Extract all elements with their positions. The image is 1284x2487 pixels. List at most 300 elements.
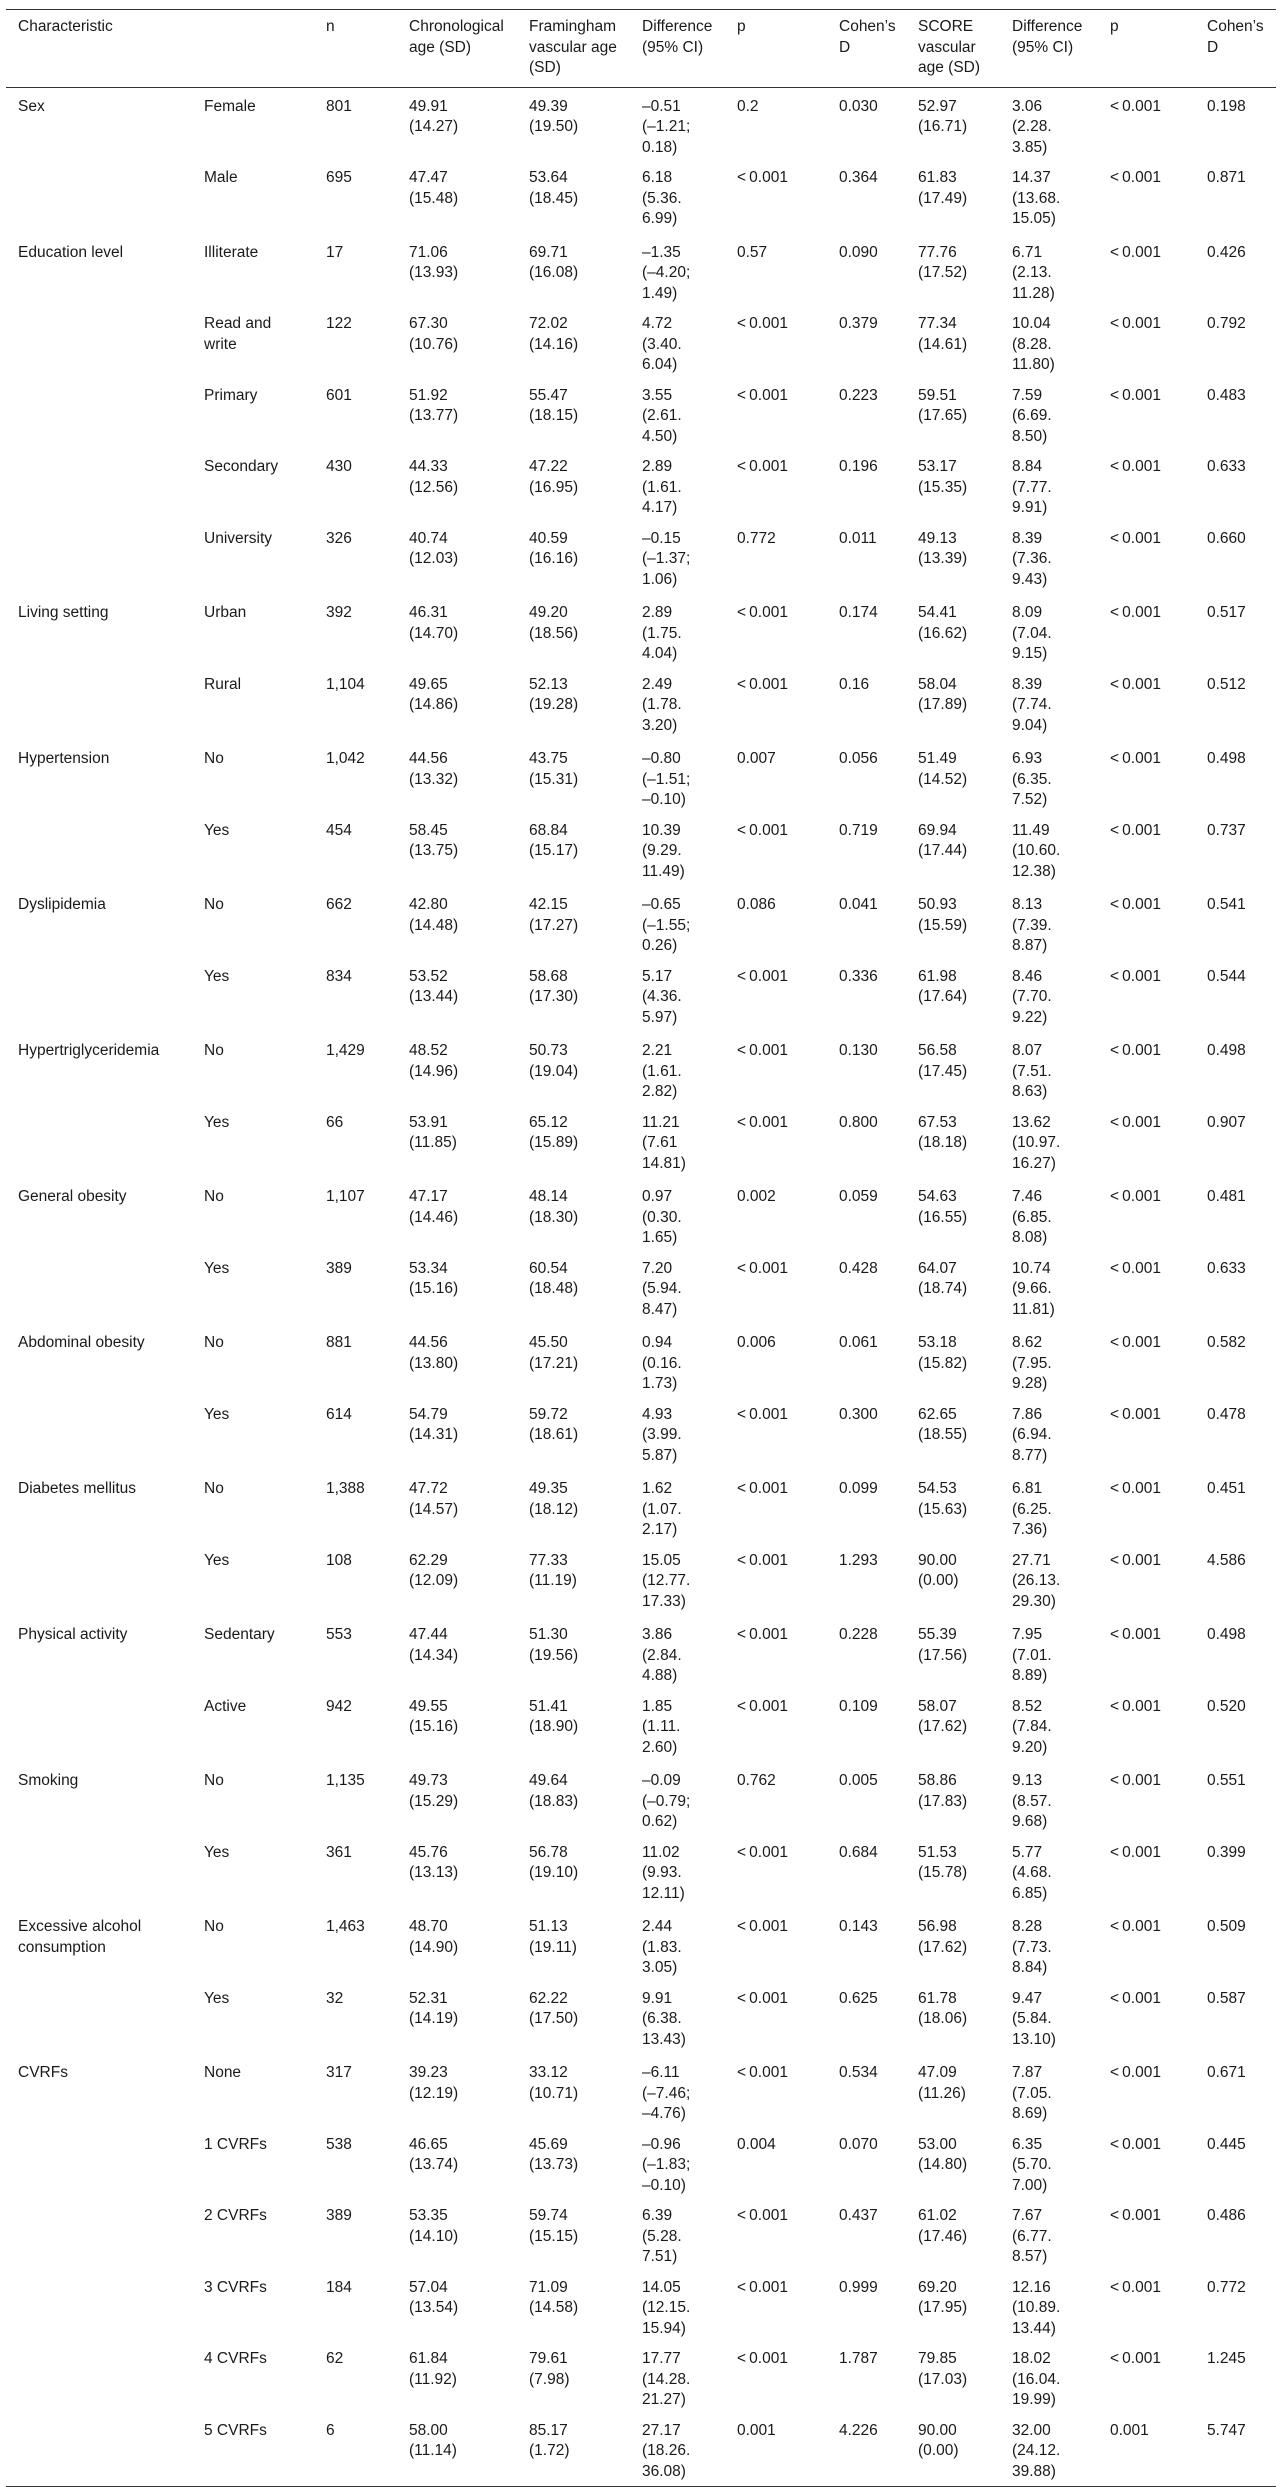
value-cell: 79.61 (7.98) xyxy=(529,2350,570,2388)
value-cell: 1.245 xyxy=(1207,2350,1246,2367)
value-cell: 52.97 (16.71) xyxy=(918,97,968,135)
value-cell: 5.747 xyxy=(1207,2421,1246,2439)
value-cell: 4.93 (3.99. 5.87) xyxy=(642,1405,682,1464)
value-cell: 53.00 (14.80) xyxy=(918,2135,968,2173)
value-cell: 0.772 xyxy=(1207,2278,1246,2296)
value-cell: 0.907 xyxy=(1207,1113,1246,1131)
category-cell: Primary xyxy=(204,386,258,404)
value-cell: 0.399 xyxy=(1207,1843,1246,1861)
category-cell: No xyxy=(204,1334,224,1351)
value-cell: –0.15 (–1.37; 1.06) xyxy=(642,529,691,588)
value-cell: 0.517 xyxy=(1207,604,1246,621)
value-cell: 58.04 (17.89) xyxy=(918,675,968,713)
characteristic-cell: Education level xyxy=(18,243,124,261)
table-row xyxy=(6,2200,1276,2272)
value-cell: 58.45 (13.75) xyxy=(409,821,459,859)
value-cell: < 0.001 xyxy=(1110,97,1161,115)
table-row xyxy=(6,1107,1276,1179)
value-cell: 1,042 xyxy=(326,750,365,767)
value-cell: 8.09 (7.04. 9.15) xyxy=(1012,604,1052,662)
value-cell: 614 xyxy=(326,1405,352,1423)
value-cell: –0.09 (–0.79; 0.62) xyxy=(642,1772,691,1830)
value-cell: 51.92 (13.77) xyxy=(409,386,459,424)
value-cell: 61.78 (18.06) xyxy=(918,1989,968,2027)
value-cell: 0.011 xyxy=(839,529,877,547)
value-cell: 0.004 xyxy=(737,2135,776,2153)
value-cell: 55.39 (17.56) xyxy=(918,1626,968,1664)
category-cell: Secondary xyxy=(204,458,279,475)
characteristic-cell: Physical activity xyxy=(18,1626,128,1643)
value-cell: 0.007 xyxy=(737,750,776,767)
characteristic-cell xyxy=(6,1983,192,2055)
characteristic-cell xyxy=(6,961,192,1033)
value-cell: < 0.001 xyxy=(737,458,788,475)
header-cell: p xyxy=(737,18,746,35)
value-cell: 454 xyxy=(326,821,352,839)
value-cell: 54.53 (15.63) xyxy=(918,1480,968,1518)
value-cell: 8.39 (7.36. 9.43) xyxy=(1012,529,1052,588)
value-cell: 49.20 (18.56) xyxy=(529,604,579,642)
characteristic-cell xyxy=(6,2200,192,2272)
value-cell: < 0.001 xyxy=(1110,750,1161,767)
value-cell: 8.52 (7.84. 9.20) xyxy=(1012,1697,1052,1756)
value-cell: 10.39 (9.29. 11.49) xyxy=(642,821,685,880)
value-cell: 0.2 xyxy=(737,97,759,115)
value-cell: 6 xyxy=(326,2421,335,2439)
characteristic-cell: Hypertension xyxy=(18,750,110,767)
value-cell: 1,135 xyxy=(326,1772,365,1789)
characteristic-cell xyxy=(6,1837,192,1909)
value-cell: 4.72 (3.40. 6.04) xyxy=(642,315,682,373)
value-cell: 7.87 (7.05. 8.69) xyxy=(1012,2064,1052,2122)
value-cell: 68.84 (15.17) xyxy=(529,821,579,859)
value-cell: 0.534 xyxy=(839,2064,878,2081)
value-cell: 0.660 xyxy=(1207,529,1246,547)
value-cell: 0.633 xyxy=(1207,458,1246,475)
value-cell: 77.34 (14.61) xyxy=(918,315,968,353)
value-cell: 361 xyxy=(326,1843,352,1861)
table-row xyxy=(6,1178,1276,1253)
table-row xyxy=(6,1253,1276,1325)
value-cell: 69.20 (17.95) xyxy=(918,2278,968,2316)
value-cell: < 0.001 xyxy=(1110,529,1161,547)
table-row xyxy=(6,740,1276,815)
value-cell: 6.18 (5.36. 6.99) xyxy=(642,169,682,227)
value-cell: 54.41 (16.62) xyxy=(918,604,968,642)
value-cell: 9.91 (6.38. 13.43) xyxy=(642,1989,686,2048)
value-cell: 0.196 xyxy=(839,458,878,475)
value-cell: 317 xyxy=(326,2064,352,2081)
category-cell: Yes xyxy=(204,967,230,985)
value-cell: < 0.001 xyxy=(737,967,788,985)
value-cell: 389 xyxy=(326,2207,352,2224)
characteristic-cell xyxy=(6,2272,192,2344)
value-cell: 58.68 (17.30) xyxy=(529,967,579,1005)
value-cell: 0.437 xyxy=(839,2207,878,2224)
value-cell: –0.96 (–1.83; –0.10) xyxy=(642,2135,691,2194)
value-cell: 7.46 (6.85. 8.08) xyxy=(1012,1188,1052,1246)
value-cell: < 0.001 xyxy=(737,1042,788,1059)
value-cell: 0.428 xyxy=(839,1259,878,1277)
value-cell: 48.14 (18.30) xyxy=(529,1188,579,1226)
value-cell: 2.89 (1.75. 4.04) xyxy=(642,604,682,662)
value-cell: < 0.001 xyxy=(1110,315,1161,332)
value-cell: 601 xyxy=(326,386,352,404)
value-cell: 8.84 (7.77. 9.91) xyxy=(1012,458,1052,516)
value-cell: 42.15 (17.27) xyxy=(529,896,579,934)
value-cell: 0.541 xyxy=(1207,896,1246,913)
value-cell: < 0.001 xyxy=(737,2350,788,2367)
value-cell: 0.483 xyxy=(1207,386,1246,404)
characteristic-cell: Abdominal obesity xyxy=(18,1334,145,1351)
value-cell: 6.81 (6.25. 7.36) xyxy=(1012,1480,1052,1538)
value-cell: 27.17 (18.26. 36.08) xyxy=(642,2421,691,2480)
value-cell: 8.28 (7.73. 8.84) xyxy=(1012,1918,1052,1976)
category-cell: No xyxy=(204,1188,224,1205)
value-cell: 1,104 xyxy=(326,675,365,693)
value-cell: 53.35 (14.10) xyxy=(409,2207,459,2245)
value-cell: 538 xyxy=(326,2135,352,2153)
value-cell: 1,463 xyxy=(326,1918,365,1935)
value-cell: 0.498 xyxy=(1207,1626,1246,1643)
value-cell: < 0.001 xyxy=(1110,1989,1161,2007)
value-cell: 7.67 (6.77. 8.57) xyxy=(1012,2207,1052,2265)
characteristic-cell xyxy=(6,815,192,887)
value-cell: 0.451 xyxy=(1207,1480,1246,1497)
category-cell: No xyxy=(204,896,224,913)
value-cell: 0.509 xyxy=(1207,1918,1246,1935)
value-cell: 48.52 (14.96) xyxy=(409,1042,459,1080)
value-cell: < 0.001 xyxy=(1110,2278,1161,2296)
characteristic-cell: Smoking xyxy=(18,1772,79,1789)
value-cell: 326 xyxy=(326,529,352,547)
value-cell: 7.95 (7.01. 8.89) xyxy=(1012,1626,1052,1684)
value-cell: 1.293 xyxy=(839,1551,878,1569)
value-cell: 40.59 (16.16) xyxy=(529,529,579,567)
value-cell: < 0.001 xyxy=(737,1697,788,1715)
value-cell: < 0.001 xyxy=(1110,1113,1161,1131)
characteristic-cell xyxy=(6,2129,192,2201)
characteristic-cell: CVRFs xyxy=(18,2064,68,2081)
characteristic-cell: Living setting xyxy=(18,604,109,621)
value-cell: 0.198 xyxy=(1207,97,1246,115)
value-cell: < 0.001 xyxy=(1110,1334,1161,1351)
value-cell: 122 xyxy=(326,315,352,332)
value-cell: 51.30 (19.56) xyxy=(529,1626,579,1664)
characteristic-cell xyxy=(6,523,192,595)
value-cell: 695 xyxy=(326,169,352,186)
category-cell: No xyxy=(204,1918,224,1935)
value-cell: 0.762 xyxy=(737,1772,776,1789)
value-cell: 43.75 (15.31) xyxy=(529,750,579,788)
characteristic-cell xyxy=(6,1253,192,1325)
characteristic-cell: Hypertriglyceridemia xyxy=(18,1042,160,1059)
value-cell: < 0.001 xyxy=(1110,896,1161,913)
value-cell: 39.23 (12.19) xyxy=(409,2064,459,2102)
header-row xyxy=(6,10,1276,88)
value-cell: 11.02 (9.93. 12.11) xyxy=(642,1843,685,1902)
value-cell: 49.64 (18.83) xyxy=(529,1772,579,1810)
value-cell: 0.030 xyxy=(839,97,878,115)
value-cell: 56.98 (17.62) xyxy=(918,1918,968,1956)
value-cell: –0.51 (–1.21; 0.18) xyxy=(642,97,691,156)
category-cell: Yes xyxy=(204,1843,230,1861)
value-cell: 1,429 xyxy=(326,1042,365,1059)
characteristic-cell xyxy=(6,308,192,380)
value-cell: 0.800 xyxy=(839,1113,878,1131)
value-cell: < 0.001 xyxy=(1110,1405,1161,1423)
value-cell: 44.33 (12.56) xyxy=(409,458,459,496)
value-cell: 52.13 (19.28) xyxy=(529,675,579,713)
value-cell: 44.56 (13.80) xyxy=(409,1334,459,1372)
value-cell: 45.50 (17.21) xyxy=(529,1334,579,1372)
value-cell: 0.16 xyxy=(839,675,870,693)
value-cell: 0.174 xyxy=(839,604,878,621)
header-cell: Difference (95% CI) xyxy=(1012,18,1083,56)
value-cell: 392 xyxy=(326,604,352,621)
value-cell: 1,388 xyxy=(326,1480,365,1497)
value-cell: < 0.001 xyxy=(1110,169,1161,186)
category-cell: Yes xyxy=(204,1405,230,1423)
value-cell: < 0.001 xyxy=(1110,1480,1161,1497)
value-cell: 49.13 (13.39) xyxy=(918,529,968,567)
value-cell: 0.006 xyxy=(737,1334,776,1351)
value-cell: < 0.001 xyxy=(737,1551,788,1569)
value-cell: 0.625 xyxy=(839,1989,878,2007)
value-cell: –6.11 (–7.46; –4.76) xyxy=(642,2064,691,2122)
table-row xyxy=(6,1691,1276,1763)
value-cell: < 0.001 xyxy=(1110,1918,1161,1935)
value-cell: 59.51 (17.65) xyxy=(918,386,968,424)
value-cell: 7.20 (5.94. 8.47) xyxy=(642,1259,682,1318)
value-cell: 62.29 (12.09) xyxy=(409,1551,459,1589)
characteristic-cell xyxy=(6,1107,192,1179)
value-cell: 0.498 xyxy=(1207,1042,1246,1059)
value-cell: 8.39 (7.74. 9.04) xyxy=(1012,675,1052,734)
value-cell: 71.09 (14.58) xyxy=(529,2278,579,2316)
value-cell: 49.73 (15.29) xyxy=(409,1772,459,1810)
value-cell: 55.47 (18.15) xyxy=(529,386,579,424)
table-row xyxy=(6,162,1276,234)
value-cell: 6.35 (5.70. 7.00) xyxy=(1012,2135,1052,2194)
value-cell: 0.099 xyxy=(839,1480,878,1497)
table-row xyxy=(6,87,1276,162)
value-cell: 1,107 xyxy=(326,1188,365,1205)
value-cell: 10.04 (8.28. 11.80) xyxy=(1012,315,1055,373)
category-cell: Male xyxy=(204,169,238,186)
value-cell: 67.53 (18.18) xyxy=(918,1113,968,1151)
value-cell: 0.228 xyxy=(839,1626,878,1643)
value-cell: < 0.001 xyxy=(737,1405,788,1423)
value-cell: 49.91 (14.27) xyxy=(409,97,459,135)
value-cell: 56.58 (17.45) xyxy=(918,1042,968,1080)
value-cell: < 0.001 xyxy=(737,2064,788,2081)
value-cell: 49.65 (14.86) xyxy=(409,675,459,713)
value-cell: < 0.001 xyxy=(1110,2207,1161,2224)
data-table-container xyxy=(6,9,1276,2487)
value-cell: 0.379 xyxy=(839,315,878,332)
value-cell: 50.93 (15.59) xyxy=(918,896,968,934)
value-cell: 57.04 (13.54) xyxy=(409,2278,459,2316)
value-cell: < 0.001 xyxy=(1110,1042,1161,1059)
value-cell: < 0.001 xyxy=(1110,2135,1161,2153)
value-cell: 0.002 xyxy=(737,1188,776,1205)
value-cell: 60.54 (18.48) xyxy=(529,1259,579,1297)
value-cell: 8.46 (7.70. 9.22) xyxy=(1012,967,1052,1026)
table-row xyxy=(6,1399,1276,1471)
value-cell: 59.74 (15.15) xyxy=(529,2207,579,2245)
value-cell: 2.89 (1.61. 4.17) xyxy=(642,458,682,516)
value-cell: 62.65 (18.55) xyxy=(918,1405,968,1443)
header-cell: Cohen’s D xyxy=(1207,18,1264,56)
value-cell: 0.551 xyxy=(1207,1772,1246,1789)
value-cell: < 0.001 xyxy=(737,821,788,839)
value-cell: 0.059 xyxy=(839,1188,878,1205)
value-cell: 48.70 (14.90) xyxy=(409,1918,459,1956)
value-cell: 61.83 (17.49) xyxy=(918,169,968,207)
value-cell: 0.737 xyxy=(1207,821,1246,839)
value-cell: 0.97 (0.30. 1.65) xyxy=(642,1188,682,1246)
table-row xyxy=(6,961,1276,1033)
value-cell: 184 xyxy=(326,2278,352,2296)
table-row xyxy=(6,1837,1276,1909)
value-cell: 0.671 xyxy=(1207,2064,1246,2081)
category-cell: 3 CVRFs xyxy=(204,2278,267,2296)
header-cell: Characteristic xyxy=(18,18,113,35)
value-cell: < 0.001 xyxy=(1110,1772,1161,1789)
value-cell: 49.55 (15.16) xyxy=(409,1697,459,1735)
header-cell: Chronological age (SD) xyxy=(409,18,504,56)
table-row xyxy=(6,1545,1276,1617)
value-cell: 58.07 (17.62) xyxy=(918,1697,968,1735)
value-cell: –1.35 (–4.20; 1.49) xyxy=(642,243,691,302)
table-row xyxy=(6,451,1276,523)
value-cell: 49.35 (18.12) xyxy=(529,1480,579,1518)
category-cell: Read and write xyxy=(204,315,272,353)
table-row xyxy=(6,1324,1276,1399)
table-row xyxy=(6,669,1276,741)
category-cell: Yes xyxy=(204,1113,230,1131)
value-cell: 69.71 (16.08) xyxy=(529,243,579,281)
value-cell: 62 xyxy=(326,2350,344,2367)
value-cell: 72.02 (14.16) xyxy=(529,315,579,353)
characteristic-cell: Dyslipidemia xyxy=(18,896,106,913)
characteristic-cell xyxy=(6,669,192,741)
table-row xyxy=(6,523,1276,595)
category-cell: 2 CVRFs xyxy=(204,2207,267,2224)
value-cell: 0.061 xyxy=(839,1334,878,1351)
category-cell: Rural xyxy=(204,675,242,693)
value-cell: 5.17 (4.36. 5.97) xyxy=(642,967,682,1026)
value-cell: < 0.001 xyxy=(737,1918,788,1935)
value-cell: 11.49 (10.60. 12.38) xyxy=(1012,821,1061,880)
value-cell: 47.47 (15.48) xyxy=(409,169,459,207)
characteristic-cell: Sex xyxy=(18,97,45,115)
value-cell: 61.98 (17.64) xyxy=(918,967,968,1005)
value-cell: 834 xyxy=(326,967,352,985)
table-row xyxy=(6,1616,1276,1691)
table-row xyxy=(6,2129,1276,2201)
category-cell: Yes xyxy=(204,821,230,839)
value-cell: 54.63 (16.55) xyxy=(918,1188,968,1226)
value-cell: 17.77 (14.28. 21.27) xyxy=(642,2350,691,2408)
value-cell: 4.586 xyxy=(1207,1551,1246,1569)
table-row xyxy=(6,886,1276,961)
value-cell: 0.223 xyxy=(839,386,878,404)
value-cell: < 0.001 xyxy=(1110,1843,1161,1861)
table-row xyxy=(6,1762,1276,1837)
value-cell: < 0.001 xyxy=(737,1480,788,1497)
value-cell: < 0.001 xyxy=(737,1626,788,1643)
header-cell: Cohen’s D xyxy=(839,18,896,56)
value-cell: 0.481 xyxy=(1207,1188,1246,1205)
value-cell: 71.06 (13.93) xyxy=(409,243,459,281)
value-cell: 64.07 (18.74) xyxy=(918,1259,968,1297)
value-cell: 8.62 (7.95. 9.28) xyxy=(1012,1334,1052,1392)
category-cell: 5 CVRFs xyxy=(204,2421,267,2439)
value-cell: 50.73 (19.04) xyxy=(529,1042,579,1080)
value-cell: < 0.001 xyxy=(737,386,788,404)
value-cell: 430 xyxy=(326,458,352,475)
value-cell: < 0.001 xyxy=(1110,458,1161,475)
value-cell: 0.001 xyxy=(1110,2421,1149,2439)
value-cell: < 0.001 xyxy=(1110,1697,1161,1715)
value-cell: 8.13 (7.39. 8.87) xyxy=(1012,896,1052,954)
category-cell: Urban xyxy=(204,604,247,621)
table-row xyxy=(6,2415,1276,2487)
value-cell: 0.57 xyxy=(737,243,768,261)
value-cell: < 0.001 xyxy=(737,2278,788,2296)
value-cell: 389 xyxy=(326,1259,352,1277)
characteristic-cell xyxy=(6,380,192,452)
category-cell: Active xyxy=(204,1697,247,1715)
value-cell: 54.79 (14.31) xyxy=(409,1405,459,1443)
value-cell: 0.056 xyxy=(839,750,878,767)
value-cell: 0.001 xyxy=(737,2421,776,2439)
value-cell: 44.56 (13.32) xyxy=(409,750,459,788)
value-cell: 3.86 (2.84. 4.88) xyxy=(642,1626,682,1684)
value-cell: 0.871 xyxy=(1207,169,1246,186)
value-cell: 61.84 (11.92) xyxy=(409,2350,457,2388)
value-cell: 0.498 xyxy=(1207,750,1246,767)
value-cell: 0.520 xyxy=(1207,1697,1246,1715)
value-cell: 942 xyxy=(326,1697,352,1715)
value-cell: 58.00 (11.14) xyxy=(409,2421,457,2459)
category-cell: 4 CVRFs xyxy=(204,2350,267,2367)
value-cell: < 0.001 xyxy=(1110,675,1161,693)
value-cell: < 0.001 xyxy=(1110,821,1161,839)
value-cell: 47.22 (16.95) xyxy=(529,458,579,496)
table-row xyxy=(6,815,1276,887)
value-cell: 65.12 (15.89) xyxy=(529,1113,579,1151)
value-cell: 0.336 xyxy=(839,967,878,985)
value-cell: 67.30 (10.76) xyxy=(409,315,459,353)
value-cell: < 0.001 xyxy=(737,675,788,693)
table-row xyxy=(6,1983,1276,2055)
value-cell: 7.86 (6.94. 8.77) xyxy=(1012,1405,1052,1464)
value-cell: 15.05 (12.77. 17.33) xyxy=(642,1551,691,1610)
value-cell: 662 xyxy=(326,896,352,913)
category-cell: University xyxy=(204,529,273,547)
value-cell: 52.31 (14.19) xyxy=(409,1989,459,2027)
value-cell: < 0.001 xyxy=(1110,386,1161,404)
category-cell: Female xyxy=(204,97,256,115)
value-cell: –0.65 (–1.55; 0.26) xyxy=(642,896,691,954)
value-cell: 12.16 (10.89. 13.44) xyxy=(1012,2278,1061,2337)
value-cell: 46.65 (13.74) xyxy=(409,2135,459,2173)
value-cell: 90.00 (0.00) xyxy=(918,1551,959,1589)
value-cell: 8.07 (7.51. 8.63) xyxy=(1012,1042,1052,1100)
